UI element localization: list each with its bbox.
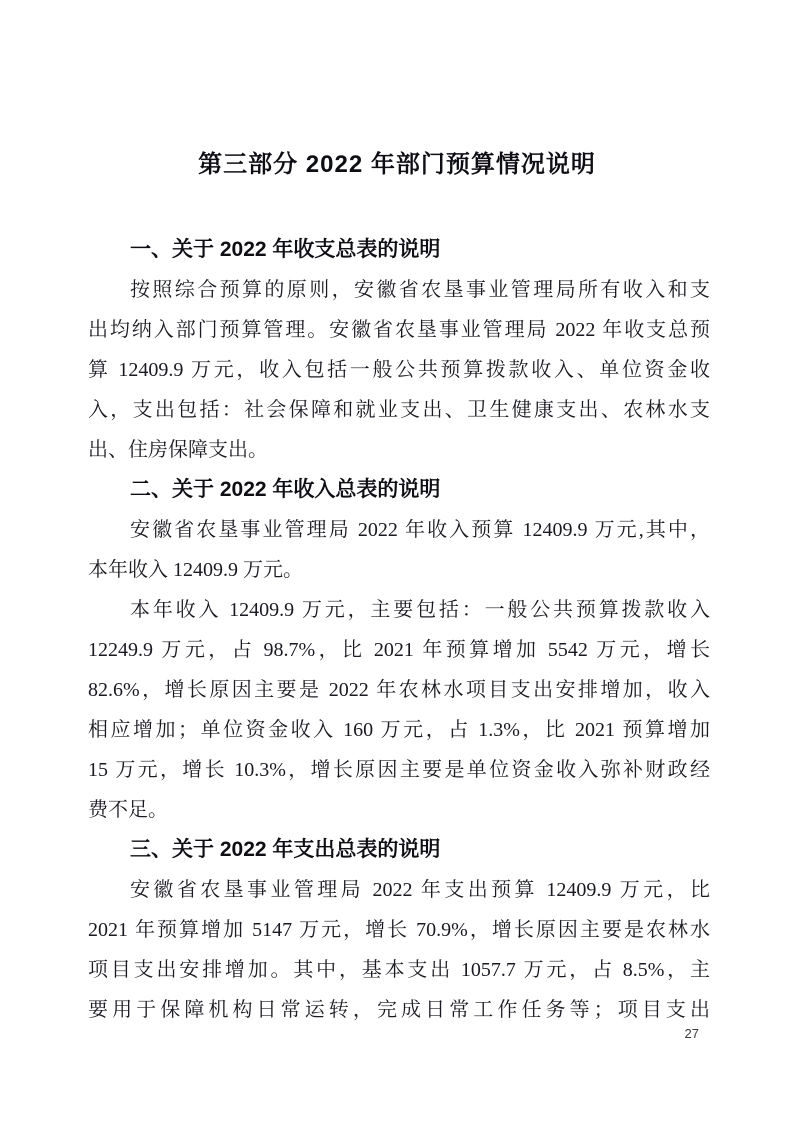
text-line: 本年收入 12409.9 万元，主要包括：一般公共预算拨款收入	[130, 599, 710, 621]
text-line: 算 12409.9 万元，收入包括一般公共预算拨款收入、单位资金收	[88, 359, 710, 381]
text-line: 出、住房保障支出。	[88, 439, 268, 461]
text-line: 出均纳入部门预算管理。安徽省农垦事业管理局 2022 年收支总预	[88, 319, 710, 341]
section-heading: 二、关于 2022 年收入总表的说明	[130, 478, 441, 501]
text-line: 本年收入 12409.9 万元。	[88, 559, 303, 581]
text-line: 15 万元，增长 10.3%，增长原因主要是单位资金收入弥补财政经	[88, 759, 710, 781]
text-line: 2021 年预算增加 5147 万元，增长 70.9%，增长原因主要是农林水	[88, 919, 710, 941]
text-line: 项目支出安排增加。其中，基本支出 1057.7 万元，占 8.5%，主	[88, 959, 710, 981]
text-line: 费不足。	[88, 799, 168, 821]
text-line: 安徽省农垦事业管理局 2022 年支出预算 12409.9 万元，比	[130, 879, 710, 901]
text-line: 82.6%，增长原因主要是 2022 年农林水项目支出安排增加，收入	[88, 679, 710, 701]
document-body	[88, 230, 710, 1030]
text-line: 相应增加；单位资金收入 160 万元，占 1.3%，比 2021 预算增加	[88, 719, 710, 741]
text-line: 安徽省农垦事业管理局 2022 年收入预算 12409.9 万元,其中，	[130, 519, 710, 541]
page-number: 27	[684, 1026, 699, 1041]
text-line: 按照综合预算的原则，安徽省农垦事业管理局所有收入和支	[130, 279, 710, 301]
section-heading: 三、关于 2022 年支出总表的说明	[130, 838, 441, 861]
text-line: 入，支出包括：社会保障和就业支出、卫生健康支出、农林水支	[88, 399, 710, 421]
section-heading: 一、关于 2022 年收支总表的说明	[130, 238, 441, 261]
text-line: 要用于保障机构日常运转，完成日常工作任务等；项目支出	[88, 999, 710, 1021]
document-title: 第三部分 2022 年部门预算情况说明	[198, 151, 596, 178]
text-line: 12249.9 万元，占 98.7%，比 2021 年预算增加 5542 万元，增长	[88, 639, 710, 661]
